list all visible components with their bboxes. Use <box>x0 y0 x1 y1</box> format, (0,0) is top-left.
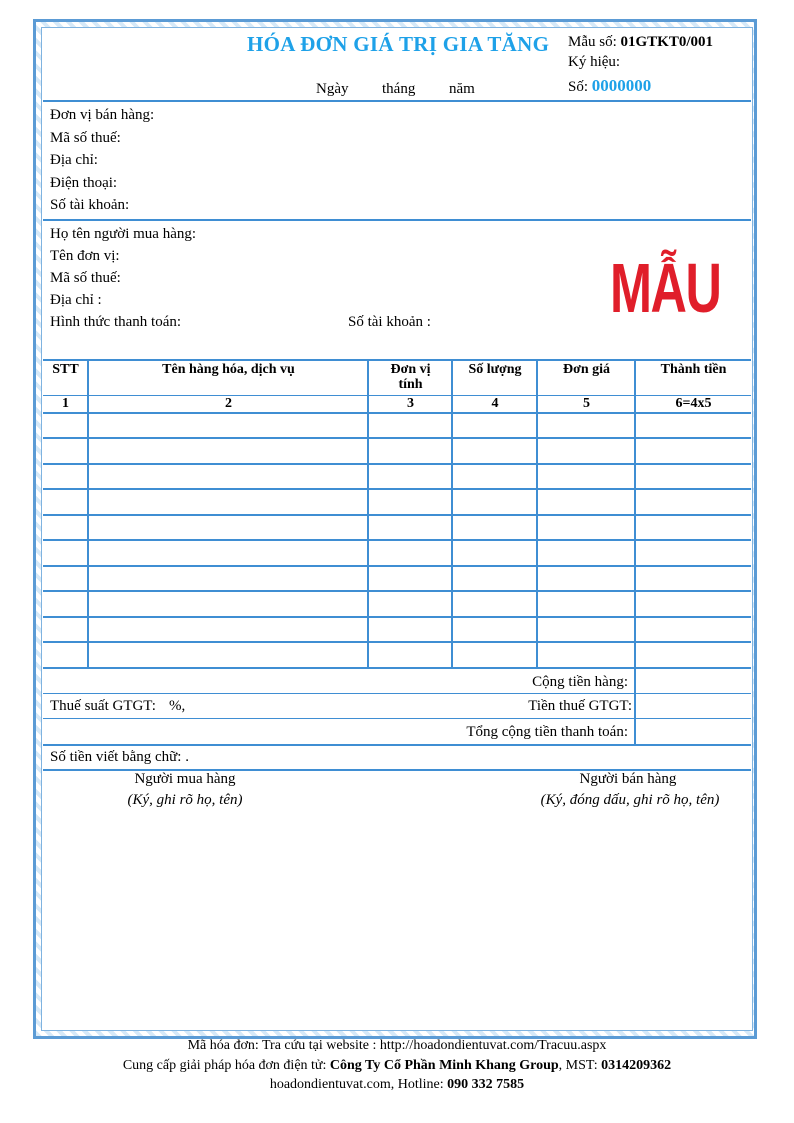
footer-hotline-line <box>0 1077 794 1093</box>
column-number: 5 <box>583 396 590 411</box>
table-column-line <box>634 360 636 744</box>
form-number-value: 01GTKT0/001 <box>620 34 714 50</box>
payment-method-label: Hình thức thanh toán: <box>50 314 182 330</box>
table-column-line <box>87 360 89 667</box>
column-number: 1 <box>62 396 69 411</box>
footer-provider-label: Cung cấp giải pháp hóa đơn điện tử: <box>122 1058 330 1073</box>
invoice-frame <box>41 27 753 1031</box>
vat-rate-percent: %, <box>169 698 186 714</box>
serial-label: Số: <box>568 79 589 95</box>
table-row-line <box>43 514 751 516</box>
footer-company-name: Công Ty Cổ Phần Minh Khang Group <box>329 1058 559 1073</box>
table-row-line <box>43 539 751 541</box>
date-year-label: năm <box>449 81 475 97</box>
seller-account-label: Số tài khoản: <box>50 197 130 213</box>
vat-amount-label: Tiền thuế GTGT: <box>528 698 632 714</box>
amount-in-words-label: Số tiền viết bằng chữ: . <box>50 749 189 765</box>
buyer-signature-title: Người mua hàng <box>134 771 236 787</box>
buyer-tax-code-label: Mã số thuế: <box>50 270 121 286</box>
table-row-line <box>43 590 751 592</box>
totals-divider <box>43 744 751 746</box>
seller-unit-label: Đơn vị bán hàng: <box>50 107 155 123</box>
header-amount: Thành tiền <box>660 362 727 377</box>
totals-divider <box>43 693 751 694</box>
totals-divider <box>43 718 751 719</box>
buyer-unit-label: Tên đơn vị: <box>50 248 120 264</box>
header-item-name: Tên hàng hóa, dịch vụ <box>162 362 295 377</box>
serial-value: 0000000 <box>591 76 652 95</box>
buyer-signature-note: (Ký, ghi rõ họ, tên) <box>127 792 243 808</box>
date-day-label: Ngày <box>316 81 349 97</box>
footer-hotline-label: hoadondientuvat.com, Hotline: <box>269 1077 448 1092</box>
header-unit <box>369 362 452 392</box>
serial-number <box>568 76 651 96</box>
table-row-line <box>43 641 751 643</box>
footer-lookup-line: Mã hóa đơn: Tra cứu tại website : http://hoadondientuvat.com/Tracuu.aspx <box>187 1038 607 1053</box>
buyer-account-label: Số tài khoản : <box>348 314 431 330</box>
header-unit-line1: Đơn vị <box>390 362 431 377</box>
seller-signature-note: (Ký, đóng dấu, ghi rõ họ, tên) <box>540 792 720 808</box>
table-row-line <box>43 412 751 414</box>
table-column-line <box>536 360 538 667</box>
seller-tax-code-label: Mã số thuế: <box>50 130 121 146</box>
seller-signature-title: Người bán hàng <box>579 771 677 787</box>
table-row-line <box>43 616 751 618</box>
table-top-border <box>43 359 751 361</box>
form-number-label: Mẫu số: <box>568 34 617 50</box>
symbol-label: Ký hiệu: <box>568 54 621 70</box>
date-month-label: tháng <box>382 81 416 97</box>
header-unit-line2: tính <box>398 377 423 392</box>
divider <box>43 219 751 221</box>
invoice-title: HÓA ĐƠN GIÁ TRỊ GIA TĂNG <box>247 32 550 56</box>
column-number: 2 <box>225 396 232 411</box>
column-number: 4 <box>491 396 499 411</box>
table-row-line <box>43 437 751 439</box>
vat-rate-label: Thuế suất GTGT: <box>50 698 156 714</box>
grand-total-label: Tổng cộng tiền thanh toán: <box>466 724 628 740</box>
header-quantity: Số lượng <box>468 362 522 377</box>
table-column-line <box>367 360 369 667</box>
sample-stamp: MẪU <box>610 249 721 327</box>
divider <box>43 100 751 102</box>
seller-phone-label: Điện thoại: <box>50 175 118 191</box>
subtotal-label: Cộng tiền hàng: <box>532 674 628 690</box>
footer-mst-value: 0314209362 <box>601 1058 672 1073</box>
footer-hotline-value: 090 332 7585 <box>447 1077 525 1092</box>
buyer-name-label: Họ tên người mua hàng: <box>50 226 197 242</box>
header-stt: STT <box>52 362 79 377</box>
column-number: 3 <box>407 396 414 411</box>
table-row-line <box>43 565 751 567</box>
form-number <box>568 34 713 51</box>
table-row-line <box>43 667 751 669</box>
header-unit-price: Đơn giá <box>562 362 611 377</box>
table-row-line <box>43 488 751 490</box>
table-column-line <box>451 360 453 667</box>
buyer-address-label: Địa chỉ : <box>50 292 102 308</box>
table-row-line <box>43 463 751 465</box>
footer-provider-line <box>0 1058 794 1074</box>
seller-address-label: Địa chỉ: <box>50 152 98 168</box>
column-number: 6=4x5 <box>675 396 712 411</box>
footer-mst-label: , MST: <box>558 1058 602 1073</box>
